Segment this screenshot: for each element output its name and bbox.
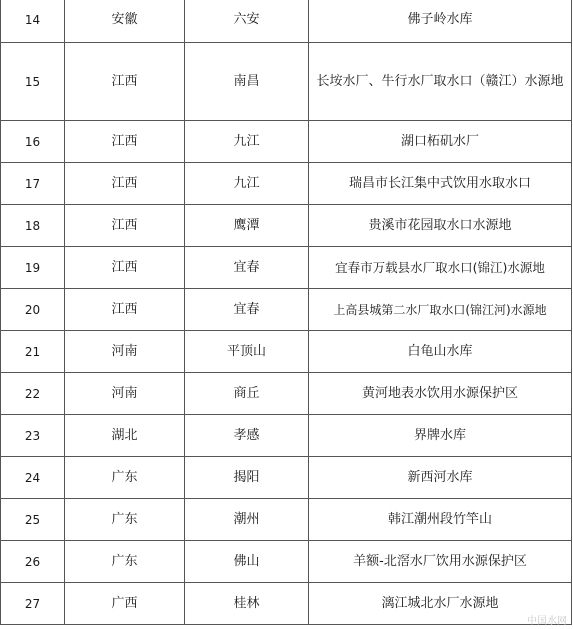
cell-source: 白龟山水库 [309, 331, 572, 373]
table-row [1, 415, 572, 457]
table-row [1, 583, 572, 625]
table-row [1, 499, 572, 541]
watermark: 中国水网 [527, 616, 567, 627]
cell-city: 鹰潭 [185, 205, 309, 247]
cell-province: 江西 [65, 163, 185, 205]
cell-province: 江西 [65, 121, 185, 163]
cell-province: 江西 [65, 289, 185, 331]
cell-city: 九江 [185, 163, 309, 205]
table-row [1, 0, 572, 43]
cell-source: 羊额-北滘水厂饮用水源保护区 [309, 541, 572, 583]
cell-city: 六安 [185, 0, 309, 43]
cell-province: 江西 [65, 43, 185, 121]
table-row [1, 163, 572, 205]
cell-province: 广东 [65, 499, 185, 541]
table-row [1, 289, 572, 331]
cell-no: 14 [1, 0, 65, 43]
cell-no: 16 [1, 121, 65, 163]
cell-city: 南昌 [185, 43, 309, 121]
table-body [1, 0, 572, 625]
cell-no: 21 [1, 331, 65, 373]
cell-no: 26 [1, 541, 65, 583]
cell-no: 18 [1, 205, 65, 247]
cell-city: 佛山 [185, 541, 309, 583]
cell-no: 27 [1, 583, 65, 625]
cell-source: 瑞昌市长江集中式饮用水取水口 [309, 163, 572, 205]
cell-province: 广东 [65, 541, 185, 583]
cell-no: 23 [1, 415, 65, 457]
cell-no: 22 [1, 373, 65, 415]
table-row [1, 373, 572, 415]
cell-no: 24 [1, 457, 65, 499]
cell-province: 安徽 [65, 0, 185, 43]
cell-city: 商丘 [185, 373, 309, 415]
cell-source: 黄河地表水饮用水源保护区 [309, 373, 572, 415]
cell-province: 河南 [65, 331, 185, 373]
cell-province: 湖北 [65, 415, 185, 457]
cell-province: 江西 [65, 247, 185, 289]
cell-city: 孝感 [185, 415, 309, 457]
table-row [1, 331, 572, 373]
table-row [1, 247, 572, 289]
table-row [1, 541, 572, 583]
cell-no: 20 [1, 289, 65, 331]
cell-source: 湖口柘矶水厂 [309, 121, 572, 163]
cell-source: 贵溪市花园取水口水源地 [309, 205, 572, 247]
cell-province: 河南 [65, 373, 185, 415]
cell-province: 江西 [65, 205, 185, 247]
cell-city: 揭阳 [185, 457, 309, 499]
cell-no: 17 [1, 163, 65, 205]
cell-city: 宜春 [185, 289, 309, 331]
cell-city: 桂林 [185, 583, 309, 625]
cell-no: 19 [1, 247, 65, 289]
cell-city: 九江 [185, 121, 309, 163]
cell-source: 宜春市万载县水厂取水口(锦江)水源地 [309, 247, 572, 289]
table-row [1, 457, 572, 499]
table-row [1, 43, 572, 121]
cell-province: 广东 [65, 457, 185, 499]
cell-source: 上高县城第二水厂取水口(锦江河)水源地 [309, 289, 572, 331]
cell-source: 新西河水库 [309, 457, 572, 499]
cell-city: 潮州 [185, 499, 309, 541]
cell-city: 平顶山 [185, 331, 309, 373]
cell-no: 25 [1, 499, 65, 541]
cell-source: 韩江潮州段竹竿山 [309, 499, 572, 541]
cell-source: 界牌水库 [309, 415, 572, 457]
table-row [1, 121, 572, 163]
cell-source: 漓江城北水厂水源地 [309, 583, 572, 625]
table-row [1, 205, 572, 247]
cell-province: 广西 [65, 583, 185, 625]
cell-city: 宜春 [185, 247, 309, 289]
cell-source: 佛子岭水库 [309, 0, 572, 43]
cell-no: 15 [1, 43, 65, 121]
cell-source: 长垵水厂、牛行水厂取水口（赣江）水源地 [309, 43, 572, 121]
